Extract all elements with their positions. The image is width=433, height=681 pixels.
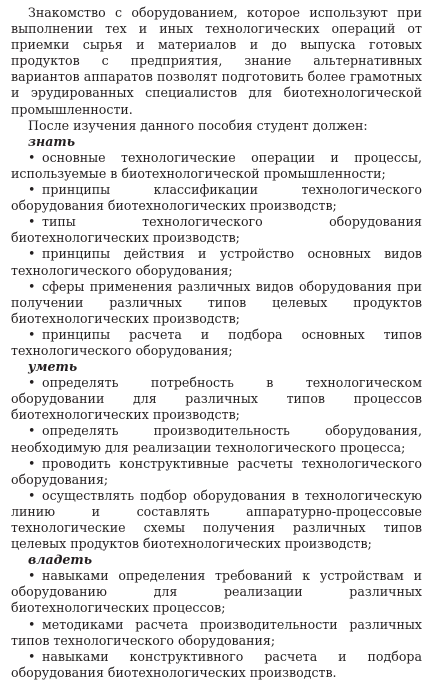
list-item-text: методиками расчета производительности различных типов технологического оборудования; xyxy=(11,616,422,648)
bullet-icon: • xyxy=(28,423,36,439)
list-item xyxy=(11,617,422,649)
bullet-icon: • xyxy=(28,487,36,503)
list-item-text: осуществлять подбор оборудования в технологическую линию и составлять аппаратурно-процессовые технологические схемы получения различных типов целевых продуктов биотехнологических производств; xyxy=(11,487,422,552)
bullet-icon: • xyxy=(28,375,36,391)
bullet-icon: • xyxy=(28,616,36,632)
list-item-text: навыками конструктивного расчета и подбора оборудования биотехнологических производств. xyxy=(11,648,422,680)
list-item-text: типы технологического оборудования биотехнологических производств; xyxy=(11,214,422,246)
section-heading-can: уметь xyxy=(28,359,78,375)
list-item xyxy=(11,568,422,616)
bullet-icon: • xyxy=(28,568,36,584)
bullet-icon: • xyxy=(28,182,36,198)
list-item xyxy=(11,182,422,214)
list-item-text: навыками определения требований к устройствам и оборудованию для реализации различных биотехнологических процессов; xyxy=(11,568,422,616)
list-item xyxy=(11,150,422,182)
list-item-text: принципы действия и устройство основных видов технологического оборудования; xyxy=(11,246,422,278)
list-item-text: определять потребность в технологическом оборудовании для различных типов процессов биотехнологических производств; xyxy=(11,375,422,423)
list-item xyxy=(11,279,422,327)
list-item xyxy=(11,214,422,246)
bullet-icon: • xyxy=(28,246,36,262)
list-item xyxy=(11,488,422,552)
intro-paragraph: Знакомство с оборудованием, которое используют при выполнении тех и иных технологических операций от приемки сырья и материалов и до выпуска готовых продуктов с предприятия, знание альтернативных вариантов аппаратов позволят подготовить более грамотных и эрудированных специалистов для биотехнологической промышленности. xyxy=(11,5,422,117)
bullet-icon: • xyxy=(28,278,36,294)
list-item xyxy=(11,246,422,278)
list-item-text: основные технологические операции и процессы, используемые в биотехнологической промышленности; xyxy=(11,149,422,181)
lead-paragraph: После изучения данного пособия студент должен: xyxy=(28,117,368,133)
bullet-icon: • xyxy=(28,455,36,471)
list-item-text: принципы расчета и подбора основных типов технологического оборудования; xyxy=(11,326,422,358)
list-item xyxy=(11,327,422,359)
list-item xyxy=(11,456,422,488)
bullet-icon: • xyxy=(28,214,36,230)
list-item-text: проводить конструктивные расчеты технологического оборудования; xyxy=(11,455,422,487)
list-item xyxy=(11,375,422,423)
bullet-icon: • xyxy=(28,149,36,165)
list-item-text: принципы классификации технологического оборудования биотехнологических производств; xyxy=(11,182,422,214)
list-item xyxy=(11,649,422,681)
section-heading-master: владеть xyxy=(28,552,93,568)
list-item-text: определять производительность оборудования, необходимую для реализации технологического процесса; xyxy=(11,423,422,455)
section-heading-know: знать xyxy=(28,133,76,149)
bullet-icon: • xyxy=(28,326,36,342)
list-item xyxy=(11,423,422,455)
bullet-icon: • xyxy=(28,648,36,664)
list-item-text: сферы применения различных видов оборудования при получении различных типов целевых продуктов биотехнологических производств; xyxy=(11,278,422,326)
